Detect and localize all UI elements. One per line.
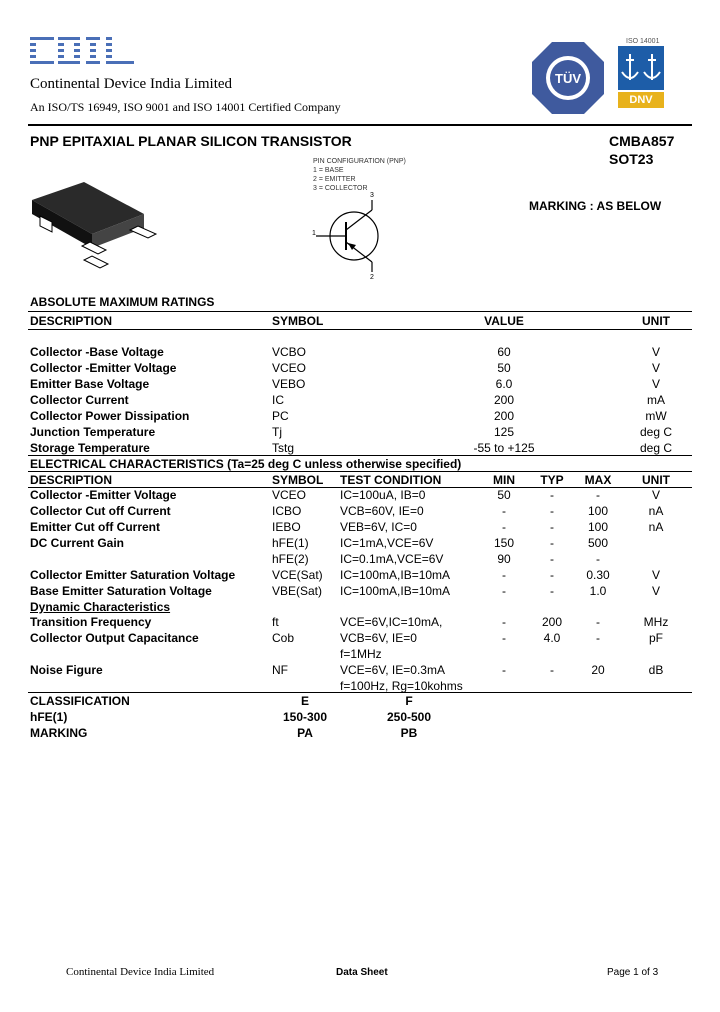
char-min: - — [502, 584, 506, 598]
char-typ: - — [550, 584, 554, 598]
char-typ: - — [550, 520, 554, 534]
class-label: CLASSIFICATION — [30, 694, 130, 708]
tuv-seal-icon — [530, 40, 606, 116]
pin-number-3: 3 — [370, 192, 374, 199]
rating-symbol: Tstg — [272, 441, 295, 455]
char-typ: 4.0 — [543, 631, 561, 645]
char-description: Collector Cut off Current — [30, 504, 171, 518]
char-max: - — [596, 552, 600, 566]
footer-doc-type: Data Sheet — [336, 967, 388, 978]
char-min: - — [502, 520, 506, 534]
table-row — [30, 487, 690, 503]
table-row — [30, 630, 690, 646]
char-symbol: VCEO — [272, 488, 307, 502]
col-test-condition: TEST CONDITION — [340, 473, 442, 487]
table-row — [30, 392, 690, 408]
char-typ: - — [550, 568, 554, 582]
char-max: 20 — [591, 663, 605, 677]
char-symbol: ICBO — [272, 504, 302, 518]
table-row — [30, 567, 690, 583]
char-unit: V — [651, 568, 660, 582]
col-description: DESCRIPTION — [30, 314, 113, 328]
rating-symbol: IC — [272, 393, 284, 407]
sot23-package-icon — [22, 178, 162, 270]
char-description: Transition Frequency — [30, 615, 152, 629]
elec-title-row — [30, 456, 690, 472]
table-row — [30, 725, 690, 741]
char-description: Collector -Emitter Voltage — [30, 488, 177, 502]
rating-description: Collector Power Dissipation — [30, 409, 190, 423]
rating-unit: V — [651, 377, 660, 391]
rating-unit: mA — [647, 393, 665, 407]
char-min: - — [502, 663, 506, 677]
table-row — [30, 646, 690, 662]
char-min: - — [502, 615, 506, 629]
char-typ: - — [550, 552, 554, 566]
table-row — [30, 440, 690, 456]
rating-unit: deg C — [639, 425, 673, 439]
rating-unit: deg C — [639, 441, 673, 455]
header-divider — [28, 124, 692, 126]
class-label: hFE(1) — [30, 710, 68, 724]
table-row — [30, 344, 690, 360]
char-symbol: NF — [272, 663, 288, 677]
rating-description: Collector -Base Voltage — [30, 345, 164, 359]
dynamic-heading: Dynamic Characteristics — [30, 600, 171, 614]
char-description: DC Current Gain — [30, 536, 125, 550]
elec-heading: ELECTRICAL CHARACTERISTICS (Ta=25 deg C unless otherwise specified) — [30, 457, 462, 471]
char-test-condition: IC=0.1mA,VCE=6V — [340, 552, 444, 566]
char-symbol: hFE(2) — [272, 552, 309, 566]
char-symbol: Cob — [272, 631, 295, 645]
char-min: 50 — [497, 488, 511, 502]
char-min: - — [502, 504, 506, 518]
rating-value: 60 — [497, 345, 511, 359]
class-e: 150-300 — [282, 710, 328, 724]
dnv-text: DNV — [629, 94, 653, 106]
col-symbol: SYMBOL — [272, 314, 324, 328]
pin-number-2: 2 — [370, 274, 374, 281]
transistor-symbol — [310, 192, 390, 289]
char-unit: nA — [648, 504, 664, 518]
col-max: MAX — [584, 473, 612, 487]
char-unit: V — [651, 488, 660, 502]
char-typ: - — [550, 536, 554, 550]
marking-note: MARKING : AS BELOW — [529, 199, 662, 213]
char-typ: - — [550, 504, 554, 518]
abs-max-header-line — [28, 329, 692, 330]
col-symbol: SYMBOL — [272, 473, 324, 487]
iso-label: ISO 14001 — [626, 38, 660, 45]
rating-value: 200 — [493, 409, 515, 423]
char-description: Emitter Cut off Current — [30, 520, 160, 534]
char-test-condition: IC=1mA,VCE=6V — [340, 536, 434, 550]
rating-description: Collector -Emitter Voltage — [30, 361, 177, 375]
char-test-condition: IC=100mA,IB=10mA — [340, 584, 451, 598]
char-max: 500 — [587, 536, 609, 550]
rating-unit: mW — [645, 409, 667, 423]
table-row — [30, 408, 690, 424]
col-typ: TYP — [540, 473, 564, 487]
char-test-condition: VCE=6V,IC=10mA, — [340, 615, 443, 629]
abs-max-heading: ABSOLUTE MAXIMUM RATINGS — [30, 295, 215, 309]
table-row — [30, 360, 690, 376]
char-unit: MHz — [643, 615, 669, 629]
tuv-badge — [530, 40, 606, 116]
class-f: F — [405, 694, 413, 708]
class-f: 250-500 — [386, 710, 432, 724]
table-row — [30, 662, 690, 678]
class-label: MARKING — [30, 726, 88, 740]
pin-1-label: 1 = BASE — [313, 167, 344, 174]
char-min: 90 — [497, 552, 511, 566]
char-max: 100 — [587, 504, 609, 518]
rating-value: 125 — [493, 425, 515, 439]
rating-unit: V — [651, 361, 660, 375]
char-min: - — [502, 631, 506, 645]
char-test-condition: VCB=6V, IE=0 — [340, 631, 417, 645]
pin-3-label: 3 = COLLECTOR — [313, 185, 368, 192]
char-unit: pF — [648, 631, 663, 645]
rating-symbol: VCEO — [272, 361, 307, 375]
char-symbol: VCE(Sat) — [272, 568, 323, 582]
char-description: Base Emitter Saturation Voltage — [30, 584, 212, 598]
table-row — [30, 535, 690, 551]
char-test-condition: VCB=60V, IE=0 — [340, 504, 424, 518]
abs-max-header-row — [30, 313, 690, 329]
footer-company: Continental Device India Limited — [66, 966, 215, 978]
char-typ: - — [550, 488, 554, 502]
char-typ: 200 — [541, 615, 563, 629]
class-e: PA — [297, 726, 313, 740]
char-description: Collector Output Capacitance — [30, 631, 199, 645]
cdil-logo-icon — [30, 34, 136, 72]
page-title: PNP EPITAXIAL PLANAR SILICON TRANSISTOR — [30, 133, 352, 149]
pin-2-label: 2 = EMITTER — [313, 176, 356, 183]
table-row — [30, 614, 690, 630]
rating-symbol: VEBO — [272, 377, 306, 391]
char-max: - — [596, 488, 600, 502]
char-max: - — [596, 631, 600, 645]
abs-max-top-line — [28, 311, 692, 312]
char-typ: - — [550, 663, 554, 677]
char-symbol: VBE(Sat) — [272, 584, 323, 598]
pnp-transistor-icon — [310, 192, 390, 284]
dnv-badge — [618, 46, 664, 108]
rating-unit: V — [651, 345, 660, 359]
table-row — [30, 693, 690, 709]
char-min: 150 — [493, 536, 515, 550]
char-symbol: ft — [272, 615, 279, 629]
char-symbol: hFE(1) — [272, 536, 309, 550]
rating-description: Collector Current — [30, 393, 129, 407]
char-min: - — [502, 568, 506, 582]
sot23-package-image — [22, 178, 162, 275]
table-row — [30, 709, 690, 725]
footer-page: Page 1 of 3 — [607, 967, 659, 978]
package-type: SOT23 — [609, 151, 654, 167]
char-symbol: IEBO — [272, 520, 301, 534]
pin-number-1: 1 — [312, 230, 316, 237]
char-test-condition: IC=100uA, IB=0 — [340, 488, 426, 502]
char-max: 1.0 — [589, 584, 607, 598]
dynamic-title-row — [30, 599, 690, 615]
certification-line: An ISO/TS 16949, ISO 9001 and ISO 14001 Certified Company — [30, 100, 341, 114]
elec-header-row — [30, 472, 690, 488]
col-value: VALUE — [484, 314, 524, 328]
char-test-condition: VCE=6V, IE=0.3mA — [340, 663, 445, 677]
rating-value: 200 — [493, 393, 515, 407]
rating-value: 6.0 — [495, 377, 513, 391]
col-min: MIN — [493, 473, 515, 487]
table-row — [30, 376, 690, 392]
class-f: PB — [400, 726, 418, 740]
rating-symbol: Tj — [272, 425, 282, 439]
col-unit: UNIT — [642, 314, 670, 328]
rating-value: 50 — [497, 361, 511, 375]
char-max: 100 — [587, 520, 609, 534]
char-test-condition: f=100Hz, Rg=10kohms — [340, 679, 463, 693]
char-unit: V — [651, 584, 660, 598]
table-row — [30, 424, 690, 440]
pin-config-heading: PIN CONFIGURATION (PNP) — [313, 158, 406, 165]
rating-description: Junction Temperature — [30, 425, 156, 439]
rating-description: Storage Temperature — [30, 441, 150, 455]
char-test-condition: f=1MHz — [340, 647, 382, 661]
col-description: DESCRIPTION — [30, 473, 113, 487]
table-row — [30, 583, 690, 599]
char-test-condition: IC=100mA,IB=10mA — [340, 568, 451, 582]
char-max: - — [596, 615, 600, 629]
rating-symbol: VCBO — [272, 345, 307, 359]
class-e: E — [300, 694, 309, 708]
part-number: CMBA857 — [609, 133, 675, 149]
table-row — [30, 519, 690, 535]
tuv-text: TÜV — [555, 71, 581, 86]
table-row — [30, 551, 690, 567]
col-unit: UNIT — [642, 473, 670, 487]
company-logo — [30, 34, 136, 77]
char-unit: dB — [648, 663, 664, 677]
company-name: Continental Device India Limited — [30, 76, 233, 92]
rating-value: -55 to +125 — [473, 441, 535, 455]
char-description: Noise Figure — [30, 663, 103, 677]
rating-description: Emitter Base Voltage — [30, 377, 150, 391]
char-unit: nA — [648, 520, 664, 534]
table-row — [30, 503, 690, 519]
char-max: 0.30 — [586, 568, 610, 582]
char-description: Collector Emitter Saturation Voltage — [30, 568, 236, 582]
char-test-condition: VEB=6V, IC=0 — [340, 520, 417, 534]
abs-max-title — [30, 294, 690, 310]
rating-symbol: PC — [272, 409, 289, 423]
